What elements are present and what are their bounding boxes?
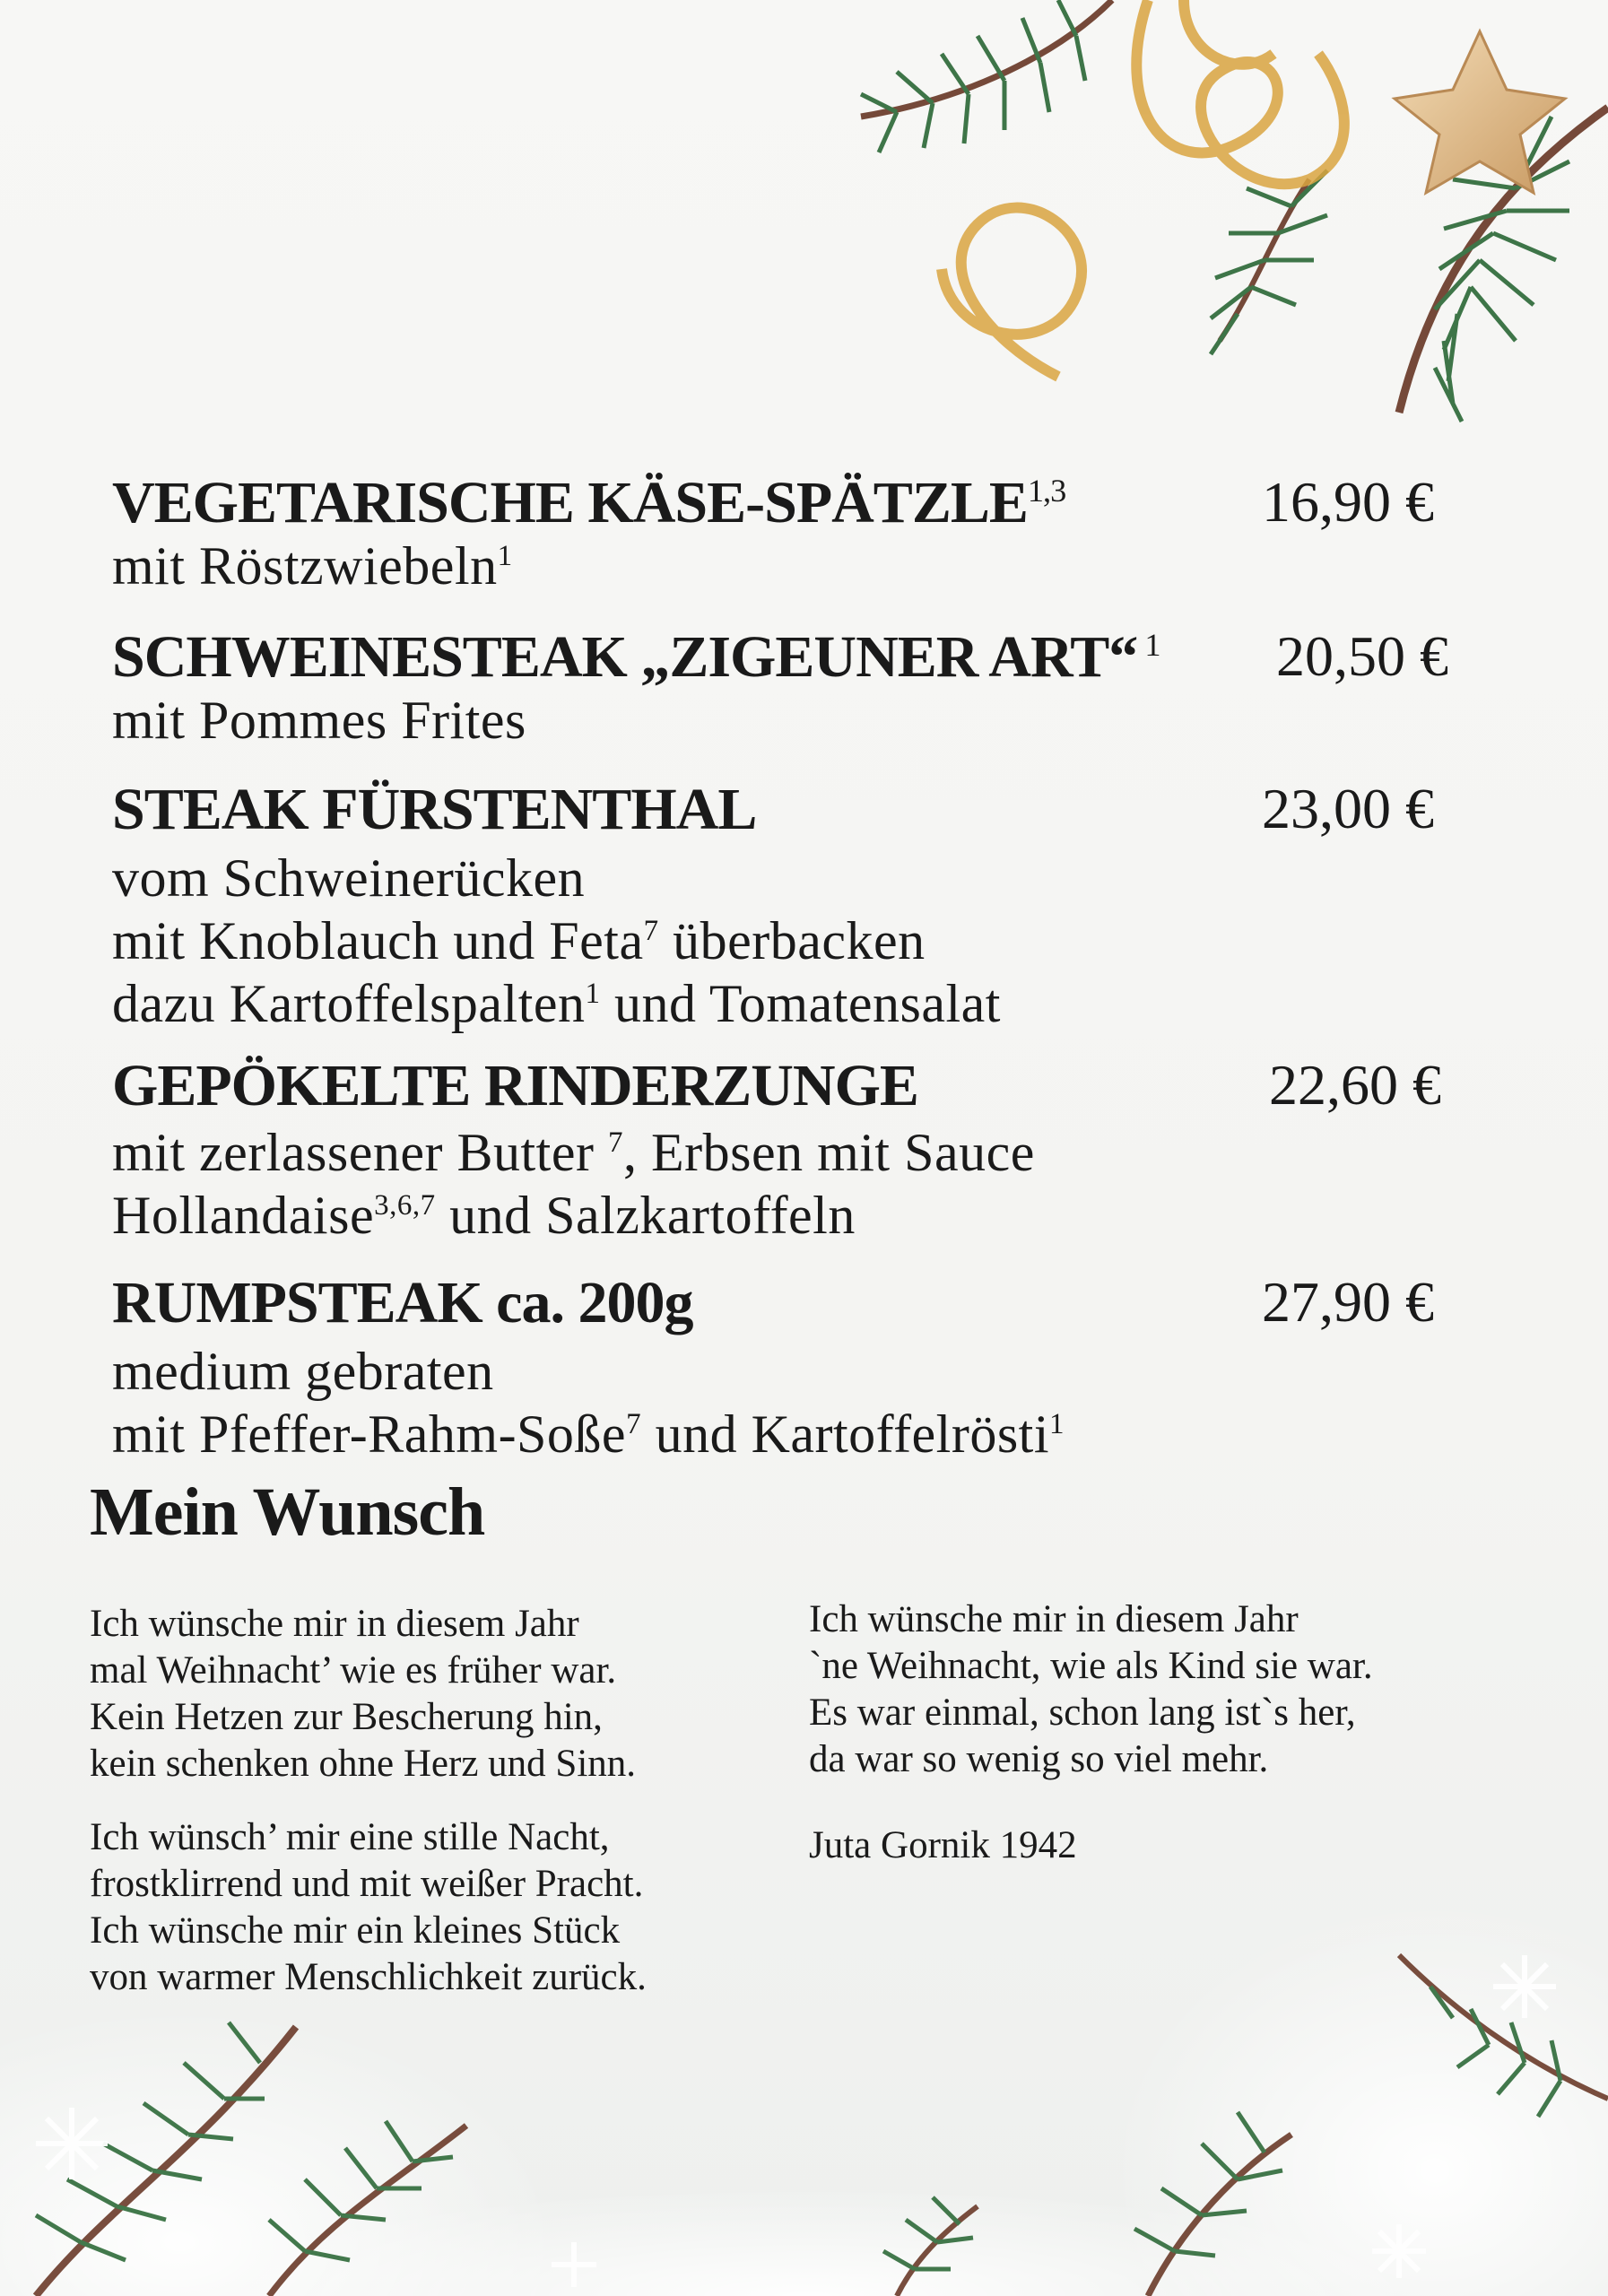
poem-left-column bbox=[90, 1601, 647, 2028]
dish-name: RUMPSTEAK ca. 200g bbox=[112, 1270, 693, 1335]
poem-stanza bbox=[90, 1601, 647, 1787]
poem-line: `ne Weihnacht, wie als Kind sie war. bbox=[809, 1645, 1373, 1687]
dish-name: GEPÖKELTE RINDERZUNGE bbox=[112, 1053, 918, 1118]
dish-price: 27,90 € bbox=[1262, 1270, 1434, 1334]
gold-ribbon-icon bbox=[942, 0, 1344, 377]
poem-stanza bbox=[90, 1814, 647, 2001]
dish-name: SCHWEINESTEAK „ZIGEUNER ART“ $^1$ bbox=[112, 624, 1160, 690]
poem-stanza bbox=[809, 1596, 1373, 1783]
dish-price: 20,50 € bbox=[1276, 624, 1448, 688]
menu-item bbox=[112, 1053, 1457, 1247]
poem-line: Ich wünsche mir in diesem Jahr bbox=[90, 1603, 579, 1645]
dish-name: VEGETARISCHE KÄSE-SPÄTZLE$^{1,3}$ bbox=[112, 470, 1066, 535]
poem-title: Mein Wunsch bbox=[90, 1474, 485, 1550]
poem-line: Ich wünsche mir ein kleines Stück bbox=[90, 1909, 621, 1952]
menu-item bbox=[112, 624, 1457, 752]
poem-line: Es war einmal, schon lang ist`s her, bbox=[809, 1692, 1356, 1734]
poem-line: mal Weihnacht’ wie es früher war. bbox=[90, 1649, 617, 1692]
dish-description: mit Pommes Frites bbox=[112, 691, 526, 750]
menu-item bbox=[112, 1270, 1457, 1465]
dish-price: 16,90 € bbox=[1262, 470, 1434, 534]
dish-price: 23,00 € bbox=[1262, 777, 1434, 840]
poem-line: von warmer Menschlichkeit zurück. bbox=[90, 1956, 647, 1998]
poem-line: Kein Hetzen zur Bescherung hin, bbox=[90, 1696, 603, 1738]
poem-line: Ich wünsch’ mir eine stille Nacht, bbox=[90, 1816, 610, 1858]
dish-description: mit Knoblauch und Feta$^7$ überbacken bbox=[112, 911, 926, 970]
dish-description: Hollandaise$^{3,6,7}$ und Salzkartoffeln bbox=[112, 1186, 856, 1245]
dish-description: mit zerlassener Butter $^7$, Erbsen mit Sauce bbox=[112, 1123, 1035, 1182]
dish-description: medium gebraten bbox=[112, 1342, 494, 1401]
poem-line: frostklirrend und mit weißer Pracht. bbox=[90, 1863, 644, 1905]
poem-right-column bbox=[809, 1596, 1373, 1869]
dish-description: dazu Kartoffelspalten$^1$ und Tomatensalat bbox=[112, 974, 1001, 1033]
dish-description: mit Röstzwiebeln$^1$ bbox=[112, 536, 513, 596]
dish-description: mit Pfeffer-Rahm-Soße$^7$ und Kartoffelrösti$^1$ bbox=[112, 1405, 1065, 1464]
poem-line: da war so wenig so viel mehr. bbox=[809, 1738, 1269, 1780]
menu-item bbox=[112, 777, 1457, 1035]
poem-line: kein schenken ohne Herz und Sinn. bbox=[90, 1743, 637, 1785]
dish-name: STEAK FÜRSTENTHAL bbox=[112, 777, 757, 842]
dish-description: vom Schweinerücken bbox=[112, 848, 586, 908]
menu-item bbox=[112, 470, 1457, 597]
poem-line: Ich wünsche mir in diesem Jahr bbox=[809, 1598, 1299, 1640]
poem-author: Juta Gornik 1942 bbox=[809, 1824, 1077, 1866]
dish-price: 22,60 € bbox=[1269, 1053, 1441, 1117]
